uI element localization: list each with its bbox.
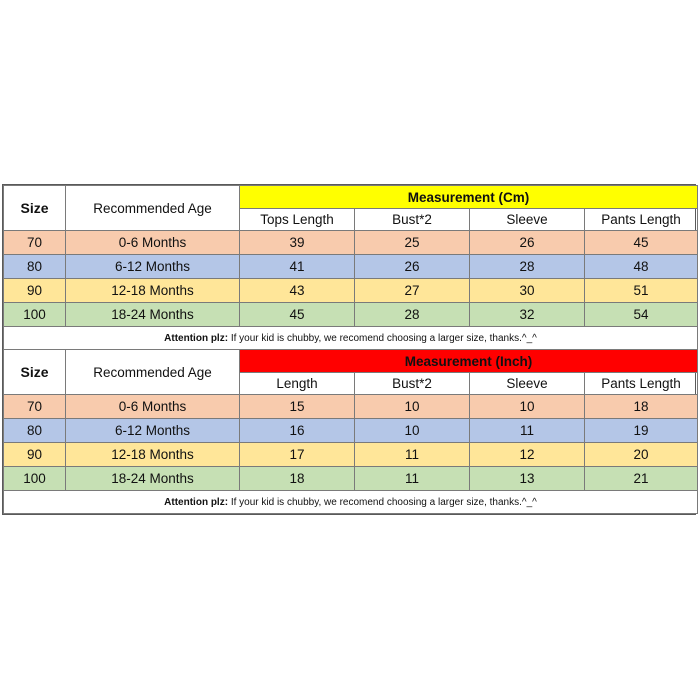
age-cell: 6-12 Months [66, 419, 240, 443]
size-cell: 100 [4, 467, 66, 491]
age-cell: 12-18 Months [66, 443, 240, 467]
size-cell: 80 [4, 419, 66, 443]
value-cell: 48 [585, 255, 698, 279]
attention-label: Attention plz: [164, 496, 229, 508]
value-cell: 45 [240, 303, 355, 327]
value-cell: 26 [355, 255, 470, 279]
value-cell: 54 [585, 303, 698, 327]
size-cell: 90 [4, 279, 66, 303]
value-cell: 41 [240, 255, 355, 279]
value-cell: 28 [355, 303, 470, 327]
attention-text: If your kid is chubby, we recomend choosing a larger size, thanks.^_^ [228, 332, 537, 344]
value-cell: 11 [355, 443, 470, 467]
value-cell: 10 [355, 395, 470, 419]
size-cell: 90 [4, 443, 66, 467]
value-cell: 10 [470, 395, 585, 419]
value-cell: 32 [470, 303, 585, 327]
value-cell: 11 [470, 419, 585, 443]
cm-table-row [4, 303, 698, 327]
value-cell: 25 [355, 231, 470, 255]
value-cell: 16 [240, 419, 355, 443]
cm-col-header: Pants Length [585, 209, 698, 231]
cm-col-header: Bust*2 [355, 209, 470, 231]
age-cell: 18-24 Months [66, 467, 240, 491]
inch-col-header: Sleeve [470, 373, 585, 395]
cm-size-header: Size [4, 186, 66, 231]
value-cell: 15 [240, 395, 355, 419]
value-cell: 28 [470, 255, 585, 279]
size-chart [2, 184, 696, 515]
inch-col-header: Length [240, 373, 355, 395]
size-cell: 80 [4, 255, 66, 279]
age-cell: 0-6 Months [66, 231, 240, 255]
inch-attention-note [4, 491, 698, 514]
attention-note [4, 327, 698, 350]
cm-header-row [4, 186, 698, 209]
value-cell: 21 [585, 467, 698, 491]
size-cell: 70 [4, 231, 66, 255]
inch-table-row [4, 443, 698, 467]
size-cell: 70 [4, 395, 66, 419]
value-cell: 13 [470, 467, 585, 491]
inch-col-header: Pants Length [585, 373, 698, 395]
attention-label: Attention plz: [164, 332, 229, 344]
attention-note [4, 491, 698, 514]
cm-measurement-title: Measurement (Cm) [240, 186, 698, 209]
inch-measurement-title: Measurement (Inch) [240, 350, 698, 373]
value-cell: 18 [585, 395, 698, 419]
value-cell: 10 [355, 419, 470, 443]
age-cell: 18-24 Months [66, 303, 240, 327]
value-cell: 11 [355, 467, 470, 491]
cm-attention-note [4, 327, 698, 350]
inch-header-row [4, 350, 698, 373]
value-cell: 27 [355, 279, 470, 303]
cm-table-row [4, 255, 698, 279]
size-cell: 100 [4, 303, 66, 327]
cm-col-header: Tops Length [240, 209, 355, 231]
value-cell: 20 [585, 443, 698, 467]
inch-col-header: Bust*2 [355, 373, 470, 395]
cm-age-header: Recommended Age [66, 186, 240, 231]
value-cell: 43 [240, 279, 355, 303]
inch-size-header: Size [4, 350, 66, 395]
inch-age-header: Recommended Age [66, 350, 240, 395]
cm-col-header: Sleeve [470, 209, 585, 231]
value-cell: 19 [585, 419, 698, 443]
cm-table-row [4, 231, 698, 255]
size-table [3, 185, 698, 514]
age-cell: 6-12 Months [66, 255, 240, 279]
attention-text: If your kid is chubby, we recomend choosing a larger size, thanks.^_^ [228, 496, 537, 508]
age-cell: 12-18 Months [66, 279, 240, 303]
inch-table-row [4, 395, 698, 419]
age-cell: 0-6 Months [66, 395, 240, 419]
value-cell: 45 [585, 231, 698, 255]
value-cell: 12 [470, 443, 585, 467]
value-cell: 39 [240, 231, 355, 255]
inch-table-row [4, 467, 698, 491]
value-cell: 18 [240, 467, 355, 491]
cm-table-row [4, 279, 698, 303]
value-cell: 17 [240, 443, 355, 467]
value-cell: 26 [470, 231, 585, 255]
value-cell: 51 [585, 279, 698, 303]
value-cell: 30 [470, 279, 585, 303]
inch-table-row [4, 419, 698, 443]
